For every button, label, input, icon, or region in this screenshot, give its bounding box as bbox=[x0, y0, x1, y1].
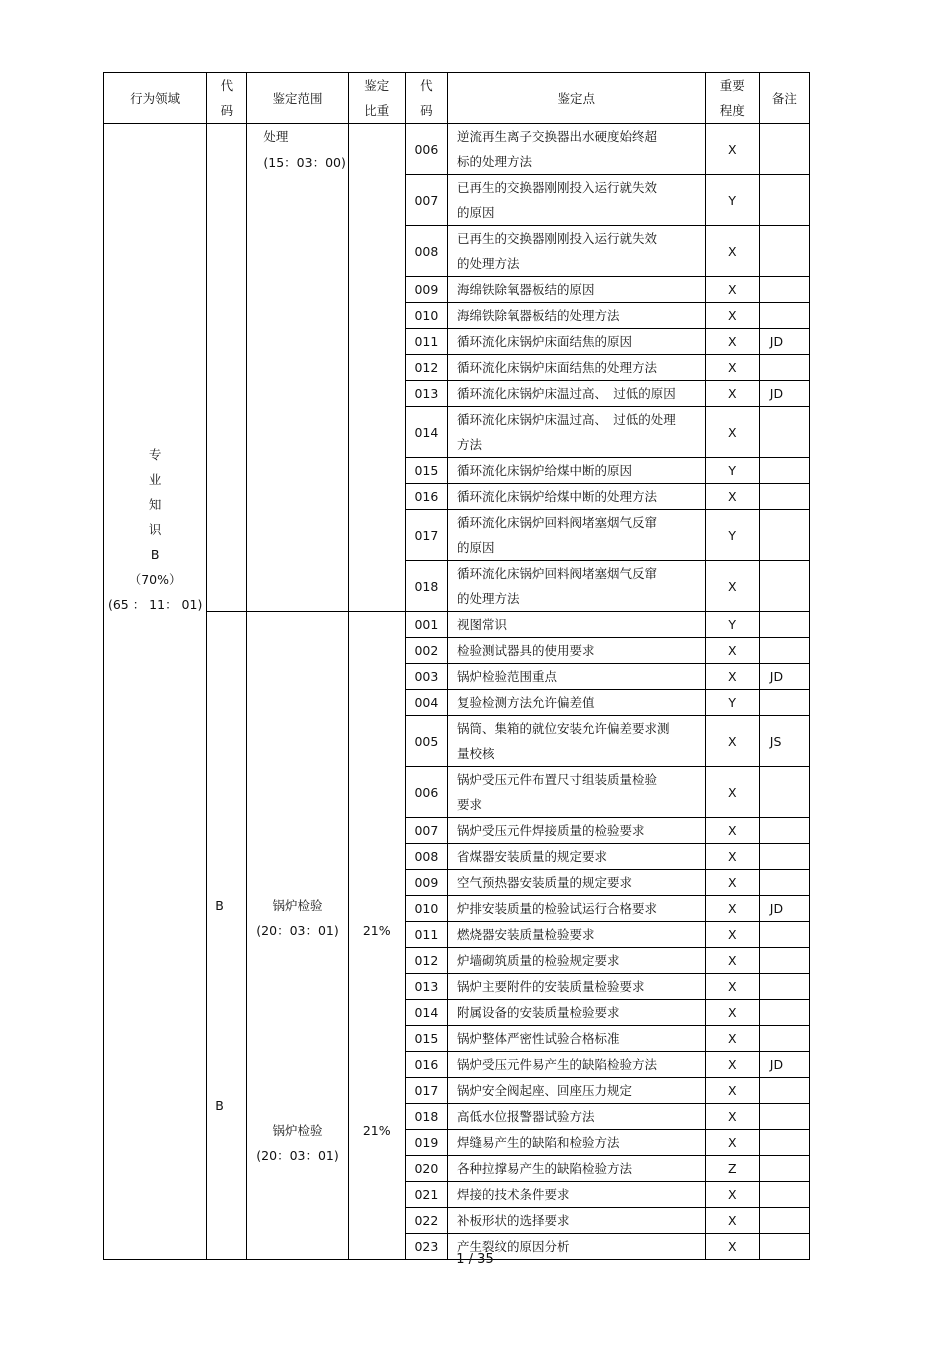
importance-level: X bbox=[705, 355, 759, 381]
importance-level: Y bbox=[705, 458, 759, 484]
assessment-point: 炉排安装质量的检验试运行合格要求 bbox=[447, 896, 705, 922]
importance-level: X bbox=[705, 329, 759, 355]
importance-level: X bbox=[705, 381, 759, 407]
remark bbox=[759, 1078, 809, 1104]
assessment-point: 省煤器安装质量的规定要求 bbox=[447, 844, 705, 870]
importance-level: X bbox=[705, 948, 759, 974]
table-row bbox=[104, 124, 810, 175]
importance-level: X bbox=[705, 1104, 759, 1130]
remark bbox=[759, 175, 809, 226]
header-note: 备注 bbox=[759, 73, 809, 124]
remark bbox=[759, 1104, 809, 1130]
remark bbox=[759, 870, 809, 896]
importance-level: X bbox=[705, 974, 759, 1000]
assessment-point: 循环流化床锅炉床面结焦的处理方法 bbox=[447, 355, 705, 381]
remark: JD bbox=[759, 329, 809, 355]
header-scope: 鉴定范围 bbox=[247, 73, 348, 124]
remark bbox=[759, 1026, 809, 1052]
point-code: 005 bbox=[405, 716, 447, 767]
point-code: 015 bbox=[405, 1026, 447, 1052]
assessment-point: 海绵铁除氧器板结的原因 bbox=[447, 277, 705, 303]
assessment-point: 循环流化床锅炉给煤中断的处理方法 bbox=[447, 484, 705, 510]
assessment-point: 空气预热器安装质量的规定要求 bbox=[447, 870, 705, 896]
importance-level: Z bbox=[705, 1156, 759, 1182]
remark: JD bbox=[759, 664, 809, 690]
remark bbox=[759, 355, 809, 381]
assessment-point: 锅炉受压元件布置尺寸组装质量检验 要求 bbox=[447, 767, 705, 818]
section-ratio-wrap bbox=[349, 612, 405, 1258]
section-scope-block-repeat: 锅炉检验 (20：03：01) bbox=[256, 1123, 339, 1163]
remark bbox=[759, 277, 809, 303]
header-ratio: 鉴定 比重 bbox=[348, 73, 405, 124]
assessment-point: 逆流再生离子交换器出水硬度始终超 标的处理方法 bbox=[447, 124, 705, 175]
point-code: 012 bbox=[405, 948, 447, 974]
assessment-point: 燃烧器安装质量检验要求 bbox=[447, 922, 705, 948]
section-ratio-value-repeat: 21% bbox=[362, 1123, 391, 1138]
importance-level: X bbox=[705, 638, 759, 664]
point-code: 003 bbox=[405, 664, 447, 690]
importance-level: X bbox=[705, 1208, 759, 1234]
assessment-point: 循环流化床锅炉给煤中断的原因 bbox=[447, 458, 705, 484]
point-code: 006 bbox=[405, 767, 447, 818]
section-scope-wrap bbox=[247, 612, 347, 1258]
assessment-point: 视图常识 bbox=[447, 612, 705, 638]
remark bbox=[759, 612, 809, 638]
point-code: 020 bbox=[405, 1156, 447, 1182]
assessment-point: 海绵铁除氧器板结的处理方法 bbox=[447, 303, 705, 329]
section-scope: 处理 (15：03：00) bbox=[247, 124, 348, 612]
remark bbox=[759, 844, 809, 870]
point-code: 004 bbox=[405, 690, 447, 716]
remark bbox=[759, 1182, 809, 1208]
remark: JD bbox=[759, 381, 809, 407]
point-code: 018 bbox=[405, 1104, 447, 1130]
remark: JS bbox=[759, 716, 809, 767]
assessment-table bbox=[103, 72, 810, 1260]
point-code: 023 bbox=[405, 1234, 447, 1260]
section-code bbox=[207, 612, 247, 1260]
assessment-point: 循环流化床锅炉床温过高、 过低的处理 方法 bbox=[447, 407, 705, 458]
point-code: 010 bbox=[405, 303, 447, 329]
section-code-value-repeat: B bbox=[215, 1098, 224, 1113]
remark bbox=[759, 1130, 809, 1156]
remark bbox=[759, 124, 809, 175]
point-code: 016 bbox=[405, 484, 447, 510]
point-code: 015 bbox=[405, 458, 447, 484]
assessment-point: 焊缝易产生的缺陷和检验方法 bbox=[447, 1130, 705, 1156]
remark bbox=[759, 948, 809, 974]
remark bbox=[759, 407, 809, 458]
assessment-point: 已再生的交换器刚刚投入运行就失效 的处理方法 bbox=[447, 226, 705, 277]
behavior-area: 专 业 知 识 B （70%） (65 ： 11： 01) bbox=[104, 124, 207, 1260]
remark bbox=[759, 458, 809, 484]
point-code: 022 bbox=[405, 1208, 447, 1234]
remark bbox=[759, 303, 809, 329]
point-code: 013 bbox=[405, 974, 447, 1000]
importance-level: X bbox=[705, 1078, 759, 1104]
importance-level: X bbox=[705, 922, 759, 948]
remark bbox=[759, 1208, 809, 1234]
section-ratio-empty bbox=[348, 124, 405, 612]
importance-level: X bbox=[705, 1026, 759, 1052]
header-point: 鉴定点 bbox=[447, 73, 705, 124]
remark bbox=[759, 484, 809, 510]
assessment-point: 焊接的技术条件要求 bbox=[447, 1182, 705, 1208]
assessment-point: 锅筒、集箱的就位安装允许偏差要求测 量校核 bbox=[447, 716, 705, 767]
importance-level: Y bbox=[705, 612, 759, 638]
point-code: 007 bbox=[405, 818, 447, 844]
point-code: 008 bbox=[405, 844, 447, 870]
section-code-empty bbox=[207, 124, 247, 612]
assessment-point: 高低水位报警器试验方法 bbox=[447, 1104, 705, 1130]
assessment-point: 补板形状的选择要求 bbox=[447, 1208, 705, 1234]
importance-level: X bbox=[705, 561, 759, 612]
importance-level: X bbox=[705, 1182, 759, 1208]
remark bbox=[759, 974, 809, 1000]
assessment-point: 产生裂纹的原因分析 bbox=[447, 1234, 705, 1260]
remark bbox=[759, 561, 809, 612]
importance-level: X bbox=[705, 1052, 759, 1078]
table-body bbox=[104, 124, 810, 1260]
point-code: 014 bbox=[405, 407, 447, 458]
assessment-point: 锅炉受压元件焊接质量的检验要求 bbox=[447, 818, 705, 844]
importance-level: X bbox=[705, 1130, 759, 1156]
assessment-point: 已再生的交换器刚刚投入运行就失效 的原因 bbox=[447, 175, 705, 226]
remark bbox=[759, 818, 809, 844]
point-code: 019 bbox=[405, 1130, 447, 1156]
assessment-point: 循环流化床锅炉床温过高、 过低的原因 bbox=[447, 381, 705, 407]
remark bbox=[759, 922, 809, 948]
importance-level: X bbox=[705, 870, 759, 896]
importance-level: Y bbox=[705, 690, 759, 716]
importance-level: X bbox=[705, 407, 759, 458]
importance-level: X bbox=[705, 277, 759, 303]
importance-level: X bbox=[705, 664, 759, 690]
point-code: 008 bbox=[405, 226, 447, 277]
importance-level: X bbox=[705, 716, 759, 767]
importance-level: X bbox=[705, 767, 759, 818]
point-code: 014 bbox=[405, 1000, 447, 1026]
importance-level: X bbox=[705, 303, 759, 329]
point-code: 009 bbox=[405, 870, 447, 896]
assessment-point: 锅炉检验范围重点 bbox=[447, 664, 705, 690]
remark bbox=[759, 510, 809, 561]
header-importance: 重要 程度 bbox=[705, 73, 759, 124]
section-code-wrap bbox=[207, 612, 246, 1258]
assessment-point: 检验测试器具的使用要求 bbox=[447, 638, 705, 664]
point-code: 010 bbox=[405, 896, 447, 922]
section-ratio bbox=[348, 612, 405, 1260]
section-ratio-value: 21% bbox=[362, 923, 391, 938]
point-code: 009 bbox=[405, 277, 447, 303]
point-code: 001 bbox=[405, 612, 447, 638]
assessment-point: 锅炉整体严密性试验合格标准 bbox=[447, 1026, 705, 1052]
table-row bbox=[104, 612, 810, 638]
header-area: 行为领域 bbox=[104, 73, 207, 124]
remark bbox=[759, 1000, 809, 1026]
header-code2: 代 码 bbox=[405, 73, 447, 124]
point-code: 007 bbox=[405, 175, 447, 226]
point-code: 012 bbox=[405, 355, 447, 381]
remark bbox=[759, 767, 809, 818]
section-scope bbox=[247, 612, 348, 1260]
point-code: 016 bbox=[405, 1052, 447, 1078]
point-code: 011 bbox=[405, 329, 447, 355]
point-code: 017 bbox=[405, 510, 447, 561]
point-code: 011 bbox=[405, 922, 447, 948]
assessment-point: 复验检测方法允许偏差值 bbox=[447, 690, 705, 716]
table-header-row bbox=[104, 73, 810, 124]
assessment-point: 锅炉受压元件易产生的缺陷检验方法 bbox=[447, 1052, 705, 1078]
importance-level: X bbox=[705, 484, 759, 510]
point-code: 018 bbox=[405, 561, 447, 612]
section-code-value: B bbox=[215, 898, 224, 913]
point-code: 021 bbox=[405, 1182, 447, 1208]
assessment-point: 循环流化床锅炉回料阀堵塞烟气反窜 的处理方法 bbox=[447, 561, 705, 612]
page-number: 1 / 35 bbox=[456, 1252, 494, 1267]
point-code: 006 bbox=[405, 124, 447, 175]
importance-level: X bbox=[705, 818, 759, 844]
assessment-point: 锅炉主要附件的安装质量检验要求 bbox=[447, 974, 705, 1000]
point-code: 017 bbox=[405, 1078, 447, 1104]
importance-level: Y bbox=[705, 510, 759, 561]
remark bbox=[759, 638, 809, 664]
assessment-point: 各种拉撑易产生的缺陷检验方法 bbox=[447, 1156, 705, 1182]
importance-level: X bbox=[705, 896, 759, 922]
assessment-point: 循环流化床锅炉床面结焦的原因 bbox=[447, 329, 705, 355]
section-scope-block: 锅炉检验 (20：03：01) bbox=[256, 898, 339, 938]
assessment-point: 炉墙砌筑质量的检验规定要求 bbox=[447, 948, 705, 974]
assessment-point: 附属设备的安装质量检验要求 bbox=[447, 1000, 705, 1026]
remark: JD bbox=[759, 896, 809, 922]
importance-level: Y bbox=[705, 175, 759, 226]
remark bbox=[759, 690, 809, 716]
remark bbox=[759, 226, 809, 277]
remark: JD bbox=[759, 1052, 809, 1078]
importance-level: X bbox=[705, 124, 759, 175]
assessment-point: 循环流化床锅炉回料阀堵塞烟气反窜 的原因 bbox=[447, 510, 705, 561]
header-code1: 代 码 bbox=[207, 73, 247, 124]
assessment-point: 锅炉安全阀起座、回座压力规定 bbox=[447, 1078, 705, 1104]
importance-level: X bbox=[705, 1234, 759, 1260]
importance-level: X bbox=[705, 226, 759, 277]
point-code: 002 bbox=[405, 638, 447, 664]
remark bbox=[759, 1156, 809, 1182]
point-code: 013 bbox=[405, 381, 447, 407]
importance-level: X bbox=[705, 1000, 759, 1026]
importance-level: X bbox=[705, 844, 759, 870]
